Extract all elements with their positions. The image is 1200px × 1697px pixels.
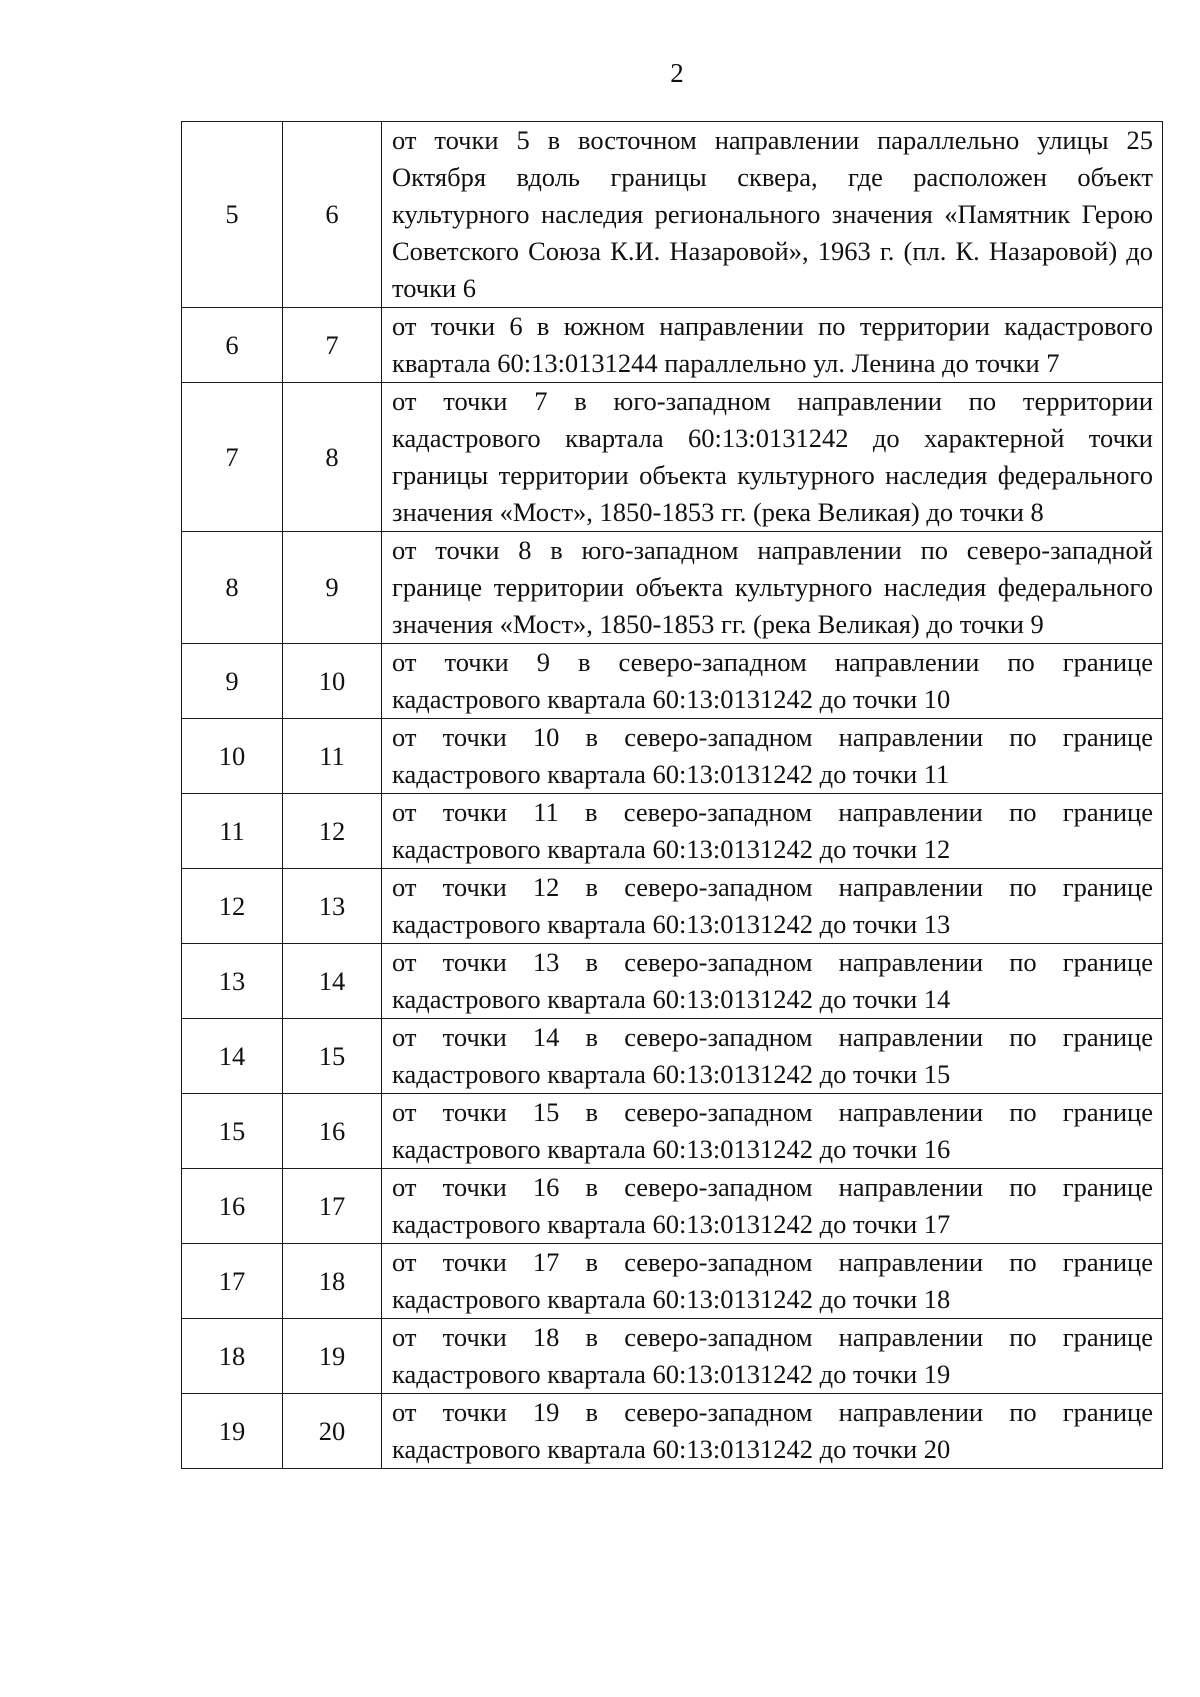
from-point-cell: 5 [182,122,283,308]
table-row [182,944,1163,1019]
boundary-description-cell: от точки 9 в северо-западном направлении по границе кадастрового квартала 60:13:0131242 до точки 10 [382,644,1163,719]
boundary-description-table [181,121,1163,1469]
boundary-description-cell: от точки 16 в северо-западном направлении по границе кадастрового квартала 60:13:0131242 до точки 17 [382,1169,1163,1244]
to-point-cell: 13 [283,869,382,944]
table-row [182,644,1163,719]
boundary-description-cell: от точки 5 в восточном направлении параллельно улицы 25 Октября вдоль границы сквера, где расположен объект культурного наследия регионального значения «Памятник Герою Советского Союза К.И. Назаровой», 1963 г. (пл. К. Назаровой) до точки 6 [382,122,1163,308]
to-point-cell: 19 [283,1319,382,1394]
table-row [182,532,1163,644]
table-row [182,1094,1163,1169]
table-body [182,122,1163,1469]
from-point-cell: 14 [182,1019,283,1094]
boundary-description-cell: от точки 12 в северо-западном направлении по границе кадастрового квартала 60:13:0131242 до точки 13 [382,869,1163,944]
table-row [182,1169,1163,1244]
table-row [182,869,1163,944]
from-point-cell: 8 [182,532,283,644]
from-point-cell: 7 [182,383,283,532]
from-point-cell: 9 [182,644,283,719]
boundary-description-cell: от точки 15 в северо-западном направлении по границе кадастрового квартала 60:13:0131242 до точки 16 [382,1094,1163,1169]
from-point-cell: 10 [182,719,283,794]
from-point-cell: 11 [182,794,283,869]
to-point-cell: 15 [283,1019,382,1094]
to-point-cell: 18 [283,1244,382,1319]
to-point-cell: 7 [283,308,382,383]
table-row [182,794,1163,869]
boundary-description-cell: от точки 6 в южном направлении по территории кадастрового квартала 60:13:0131244 параллельно ул. Ленина до точки 7 [382,308,1163,383]
boundary-description-cell: от точки 7 в юго-западном направлении по территории кадастрового квартала 60:13:0131242 до характерной точки границы территории объекта культурного наследия федерального значения «Мост», 1850-1853 гг. (река Великая) до точки 8 [382,383,1163,532]
boundary-description-cell: от точки 14 в северо-западном направлении по границе кадастрового квартала 60:13:0131242 до точки 15 [382,1019,1163,1094]
boundary-description-cell: от точки 17 в северо-западном направлении по границе кадастрового квартала 60:13:0131242 до точки 18 [382,1244,1163,1319]
from-point-cell: 17 [182,1244,283,1319]
to-point-cell: 12 [283,794,382,869]
table-row [182,122,1163,308]
to-point-cell: 16 [283,1094,382,1169]
table-row [182,308,1163,383]
from-point-cell: 18 [182,1319,283,1394]
boundary-description-cell: от точки 11 в северо-западном направлении по границе кадастрового квартала 60:13:0131242 до точки 12 [382,794,1163,869]
to-point-cell: 10 [283,644,382,719]
boundary-description-cell: от точки 19 в северо-западном направлении по границе кадастрового квартала 60:13:0131242 до точки 20 [382,1394,1163,1469]
table-row [182,1319,1163,1394]
to-point-cell: 17 [283,1169,382,1244]
page-number: 2 [670,58,684,88]
from-point-cell: 16 [182,1169,283,1244]
from-point-cell: 15 [182,1094,283,1169]
to-point-cell: 11 [283,719,382,794]
from-point-cell: 19 [182,1394,283,1469]
table-row [182,719,1163,794]
boundary-description-cell: от точки 8 в юго-западном направлении по северо-западной границе территории объекта культурного наследия федерального значения «Мост», 1850-1853 гг. (река Великая) до точки 9 [382,532,1163,644]
from-point-cell: 12 [182,869,283,944]
from-point-cell: 6 [182,308,283,383]
table-row [182,1394,1163,1469]
to-point-cell: 9 [283,532,382,644]
boundary-description-cell: от точки 18 в северо-западном направлении по границе кадастрового квартала 60:13:0131242 до точки 19 [382,1319,1163,1394]
to-point-cell: 6 [283,122,382,308]
boundary-description-cell: от точки 10 в северо-западном направлении по границе кадастрового квартала 60:13:0131242 до точки 11 [382,719,1163,794]
to-point-cell: 8 [283,383,382,532]
to-point-cell: 14 [283,944,382,1019]
table-row [182,383,1163,532]
boundary-description-cell: от точки 13 в северо-западном направлении по границе кадастрового квартала 60:13:0131242 до точки 14 [382,944,1163,1019]
from-point-cell: 13 [182,944,283,1019]
table-row [182,1019,1163,1094]
table-row [182,1244,1163,1319]
to-point-cell: 20 [283,1394,382,1469]
